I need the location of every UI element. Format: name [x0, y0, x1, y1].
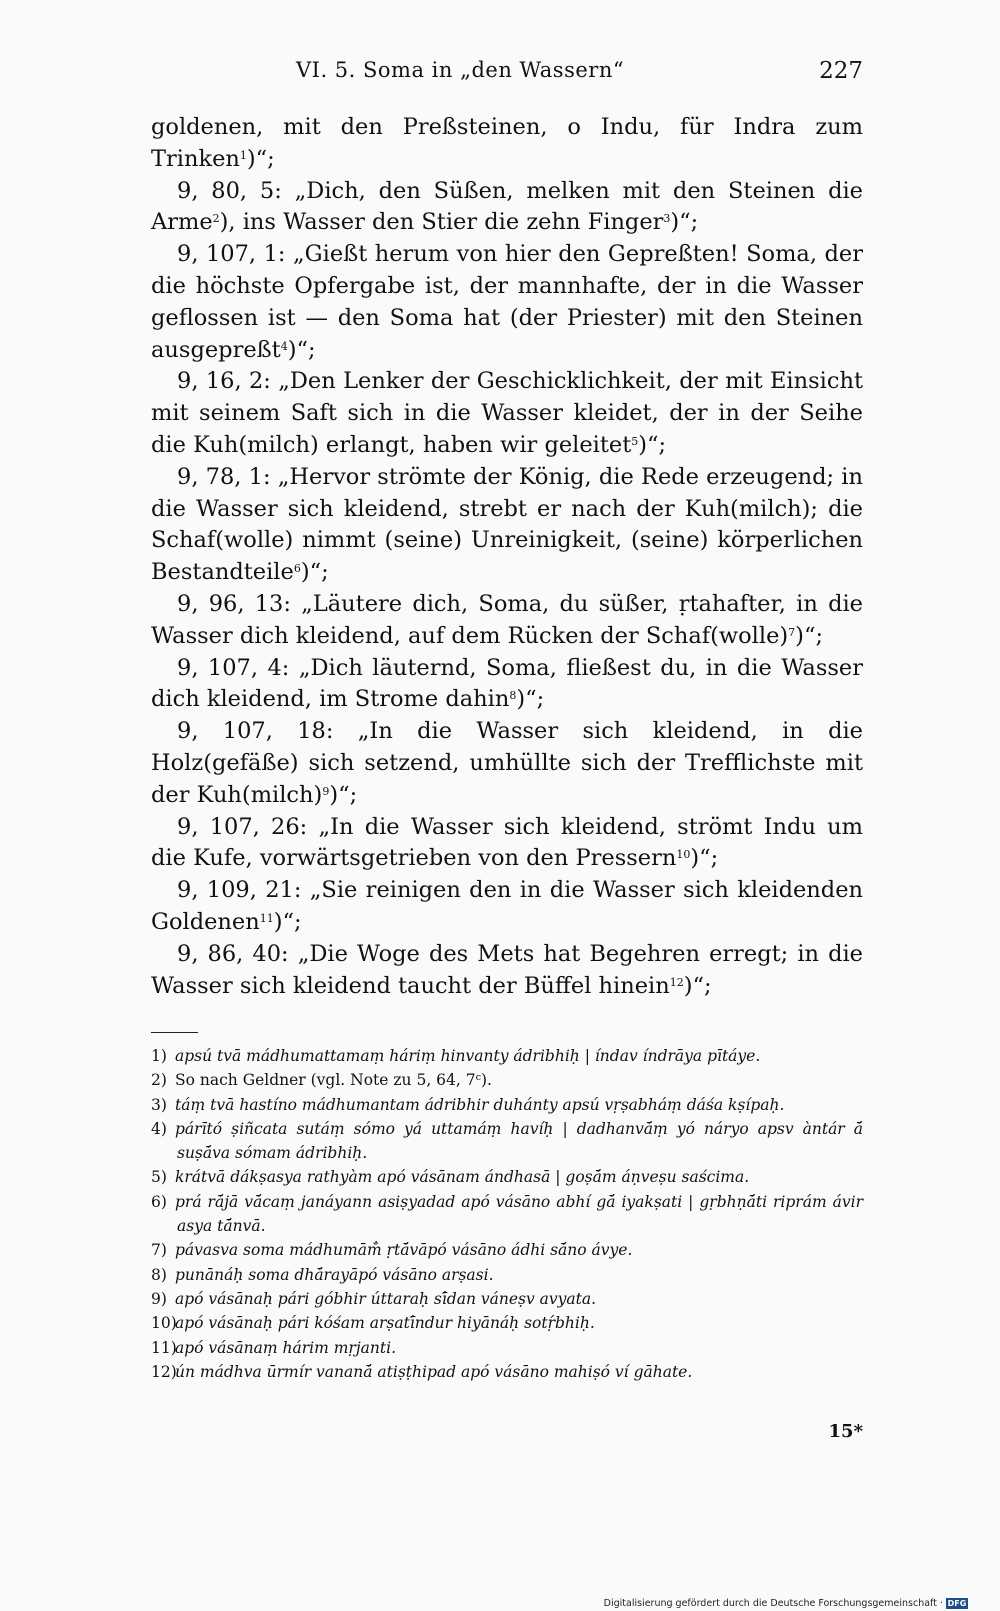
footnote-ref: 10 [676, 848, 691, 862]
footnote-ref: 3 [663, 212, 671, 226]
paragraph: 9, 107, 4: „Dich läuternd, Soma, fließest du, in die Wasser dich kleidend, im Strome dahin$^8$)“; [151, 654, 863, 713]
footnote: 10)apó vásānaḥ pári kóśam arṣatī́ndur hiyānáḥ sotṛ́bhiḥ. [151, 1314, 595, 1333]
footnote: 3) táṃ tvā hastíno mádhumantam ádribhir duhánty apsú vṛṣabháṃ dáśa kṣípaḥ. [151, 1095, 785, 1114]
running-title: VI. 5. Soma in „den Wassern“ [296, 58, 625, 82]
paragraph: 9, 107, 26: „In die Wasser sich kleidend, strömt Indu um die Kufe, vorwärtsgetrieben von den Pressern$^{10}$)“; [151, 813, 863, 872]
footnote: 2) So nach Geldner (vgl. Note zu 5, 64, 7ᶜ). [151, 1071, 492, 1090]
footnote: 1) apsú tvā mádhumattamaṃ háriṃ hinvanty ádribhiḥ | índav índrāya pītáye. [151, 1047, 761, 1065]
paragraph: 9, 78, 1: „Hervor strömte der König, die Rede erzeugend; in die Wasser sich kleidend, strebt er nach der Kuh(milch); die Schaf(wolle) nimmt (seine) Unreinigkeit, (seine) körperlichen Bestandteile$^6$)“; [151, 463, 863, 586]
footnote-ref: 2 [212, 212, 220, 226]
footnote-ref: 7 [788, 625, 796, 639]
footnote-ref: 12 [669, 975, 684, 989]
footnotes [151, 1044, 863, 1384]
digitization-note: Digitalisierung gefördert durch die Deutsche Forschungsgemeinschaft · [603, 1598, 943, 1609]
paragraph: 9, 96, 13: „Läutere dich, Soma, du süßer, ṛtahafter, in die Wasser dich kleidend, auf dem Rücken der Schaf(wolle)$^7$)“; [151, 590, 863, 649]
footnote: 5) krátvā dákṣasya rathyàm apó vásānam ándhasā | goṣā́m áṇveṣu saścima. [151, 1168, 750, 1187]
footnote: 6) prá rā́jā vā́caṃ janáyann asiṣyadad apó vásāno abhí gā́ iyakṣati | gṛbhṇā́ti riprám ávir asya tā́nvā. [151, 1192, 863, 1236]
footnote-ref: 6 [293, 562, 301, 576]
footnote-ref: 11 [259, 911, 274, 925]
paragraph: 9, 80, 5: „Dich, den Süßen, melken mit den Steinen die Arme$^2$), ins Wasser den Stier die zehn Finger$^3$)“; [151, 177, 863, 236]
footnote-ref: 9 [322, 784, 330, 798]
footnote: 8) punānáḥ soma dhā́rayāpó vásāno arṣasi. [151, 1265, 494, 1284]
digitization-credit [604, 1598, 968, 1609]
paragraph: 9, 107, 1: „Gießt herum von hier den Gepreßten! Soma, der die höchste Opfergabe ist, der mannhafte, der in die Wasser geflossen ist — den Soma hat (der Priester) mit den Steinen ausgepreßt$^4$)“; [151, 241, 863, 363]
dfg-logo: DFG [947, 1599, 967, 1608]
paragraph: 9, 86, 40: „Die Woge des Mets hat Begehren erregt; in die Wasser sich kleidend taucht der Büffel hinein$^{12}$)“; [151, 940, 863, 999]
main-text [151, 112, 863, 1002]
footnote-divider [151, 1032, 198, 1033]
footnote-ref: 5 [631, 434, 639, 448]
paragraph: 9, 109, 21: „Sie reinigen den in die Wasser sich kleidenden Goldenen$^{11}$)“; [151, 877, 863, 935]
footnote-ref: 1 [239, 148, 247, 162]
paragraph: goldenen, mit den Preßsteinen, o Indu, für Indra zum Trinken$^1$)“; [151, 114, 863, 172]
footnote-ref: 4 [280, 339, 288, 353]
footnote: 9) apó vásānaḥ pári góbhir úttaraḥ sī́dan váneṣv avyata. [151, 1289, 597, 1308]
paragraph: 9, 16, 2: „Den Lenker der Geschicklichkeit, der mit Einsicht mit seinem Saft sich in die Wasser kleidet, der in der Seihe die Kuh(milch) erlangt, haben wir geleitet$^5$)“; [151, 368, 863, 458]
page-header [0, 58, 1000, 90]
footnote: 12)ún mádhva ūrmír vananā́ atiṣṭhipad apó vásāno mahiṣó ví gāhate. [151, 1362, 693, 1381]
footnote: 11)apó vásānaṃ hárim mṛjanti. [151, 1338, 397, 1357]
footnote: 4) párītó ṣiñcata sutáṃ sómo yá uttamáṃ havíḥ | dadhanvā́ṃ yó náryo apsv àntár ā́ suṣā́va sómam ádribhiḥ. [151, 1119, 863, 1163]
footnote-ref: 8 [509, 689, 517, 703]
signature-mark: 15* [828, 1421, 863, 1442]
page-number: 227 [819, 58, 863, 84]
footnote: 7) pávasva soma mádhumām̐ ṛtā́vāpó vásāno ádhi sā́no ávye. [151, 1241, 633, 1260]
paragraph: 9, 107, 18: „In die Wasser sich kleidend, in die Holz(gefäße) sich setzend, umhüllte sich der Trefflichste mit der Kuh(milch)$^9$)“; [151, 718, 863, 808]
